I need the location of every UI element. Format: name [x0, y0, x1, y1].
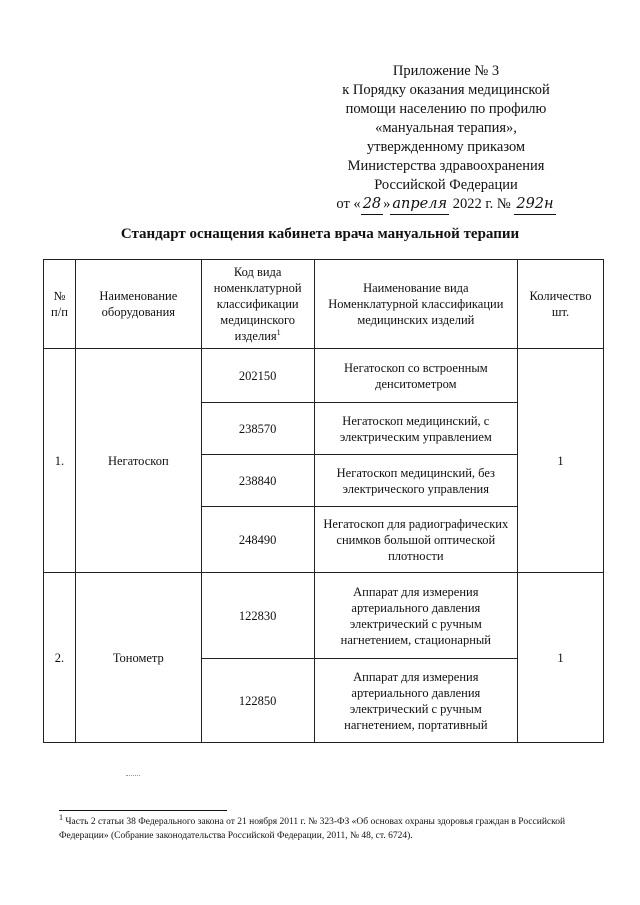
table-row [44, 573, 604, 659]
kind-cell: Негатоскоп медицинский, без электрического управления [314, 455, 517, 507]
code-cell: 238570 [201, 403, 314, 455]
code-cell: 122850 [201, 659, 314, 743]
footnote-number: 1 [59, 812, 63, 822]
kind-cell: Аппарат для измерения артериального давления электрический с ручным нагнетением, стационарный [314, 573, 517, 659]
group-qty: 1 [518, 349, 604, 573]
scan-mark [126, 775, 140, 776]
group-equipment: Тонометр [75, 573, 201, 743]
order-year: 2022 г. № [452, 196, 511, 212]
footnote-ref: 1 [276, 327, 281, 337]
order-date-line [316, 195, 576, 215]
equipment-standard-table [43, 259, 604, 743]
appendix-line: помощи населению по профилю [345, 101, 547, 117]
group-qty: 1 [518, 573, 604, 743]
kind-cell: Негатоскоп для радиографических снимков большой оптической плотности [314, 507, 517, 573]
footnote-divider [59, 810, 227, 811]
header-kind: Наименование вида Номенклатурной классификации медицинских изделий [314, 260, 517, 349]
header-qty: Количество шт. [518, 260, 604, 349]
order-day: 28 [361, 195, 383, 215]
header-code [201, 260, 314, 349]
header-code-text: Код вида номенклатурной классификации медицинского изделия [213, 265, 302, 343]
code-cell: 238840 [201, 455, 314, 507]
group-equipment: Негатоскоп [75, 349, 201, 573]
header-equipment: Наименование оборудования [75, 260, 201, 349]
kind-cell: Негатоскоп со встроенным денситометром [314, 349, 517, 403]
group-num: 2. [44, 573, 76, 743]
appendix-line: Министерства здравоохранения [347, 158, 545, 174]
code-cell: 202150 [201, 349, 314, 403]
appendix-line: к Порядку оказания медицинской [342, 82, 550, 98]
appendix-header [316, 62, 576, 215]
table-header-row [44, 260, 604, 349]
order-prefix: от « [336, 196, 361, 212]
appendix-line: утвержденному приказом [366, 139, 526, 155]
code-cell: 122830 [201, 573, 314, 659]
kind-cell: Аппарат для измерения артериального давления электрический с ручным нагнетением, портативный [314, 659, 517, 743]
appendix-line: Приложение № 3 [392, 63, 500, 79]
order-mid: » [383, 196, 391, 212]
appendix-line: «мануальная терапия», [375, 120, 517, 136]
appendix-line: Российской Федерации [374, 177, 518, 193]
order-number: 292н [514, 195, 555, 215]
footnote [59, 812, 587, 843]
kind-cell: Негатоскоп медицинский, с электрическим управлением [314, 403, 517, 455]
group-num: 1. [44, 349, 76, 573]
code-cell: 248490 [201, 507, 314, 573]
header-num: № п/п [44, 260, 76, 349]
footnote-text: Часть 2 статьи 38 Федерального закона от 21 ноября 2011 г. № 323-ФЗ «Об основах охраны здоровья граждан в Российской Федерации» (Собрание законодательства Российской Федерации, 2011, № 48, ст. 6724). [59, 817, 566, 841]
table-row [44, 349, 604, 403]
document-title: Стандарт оснащения кабинета врача мануальной терапии [120, 226, 520, 242]
order-month: апреля [390, 195, 449, 215]
